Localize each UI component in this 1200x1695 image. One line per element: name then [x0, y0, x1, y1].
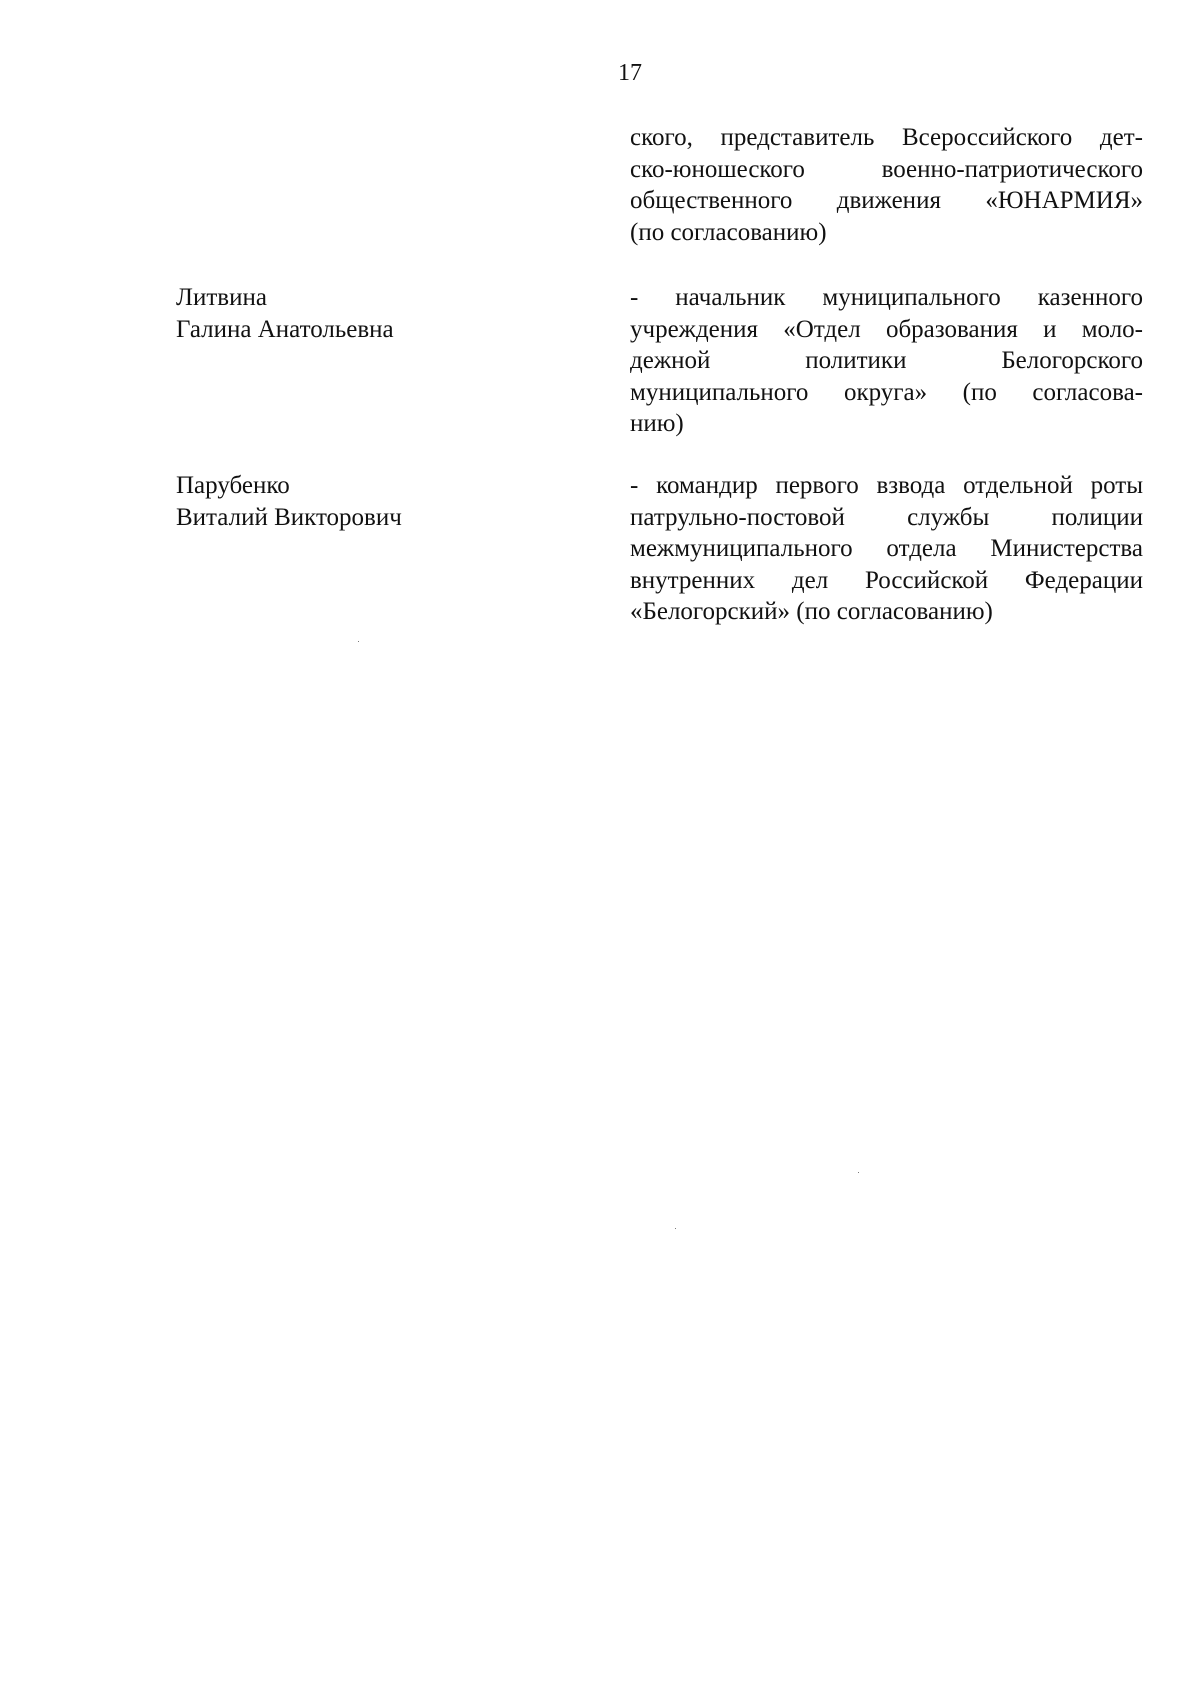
description-line: межмуниципального отдела Министерства — [630, 535, 1143, 562]
description-line: дежной политики Белогорского — [630, 347, 1143, 374]
description-line: общественного движения «ЮНАРМИЯ» — [630, 187, 1143, 214]
given-names: Виталий Викторович — [176, 503, 402, 531]
description-line: учреждения «Отдел образования и моло- — [630, 315, 1143, 343]
entry-description — [630, 470, 1143, 628]
description-line: муниципального округа» (по согласова- — [630, 378, 1143, 406]
scan-speck — [858, 1172, 859, 1173]
scan-speck — [675, 1228, 676, 1229]
description-line: патрульно-постовой службы полиции — [630, 503, 1143, 531]
description-line: нию) — [630, 410, 684, 437]
given-names: Галина Анатольевна — [176, 315, 394, 343]
description-line: ского, представитель Всероссийского дет- — [630, 124, 1143, 151]
description-line: ско-юношеского военно-патриотического — [630, 155, 1143, 183]
scan-speck — [358, 641, 359, 642]
description-line: - командир первого взвода отдельной роты — [630, 472, 1143, 499]
entry-description — [630, 122, 1143, 248]
description-line: внутренних дел Российской Федерации — [630, 566, 1143, 594]
entry-name — [176, 282, 536, 345]
entry-description — [630, 282, 1143, 440]
description-line: «Белогорский» (по согласованию) — [630, 598, 993, 625]
surname: Литвина — [176, 284, 267, 311]
entry-name — [176, 470, 536, 533]
description-line: - начальник муниципального казенного — [630, 284, 1143, 311]
page-number: 17 — [618, 60, 642, 86]
description-line: (по согласованию) — [630, 218, 827, 246]
surname: Парубенко — [176, 472, 290, 499]
